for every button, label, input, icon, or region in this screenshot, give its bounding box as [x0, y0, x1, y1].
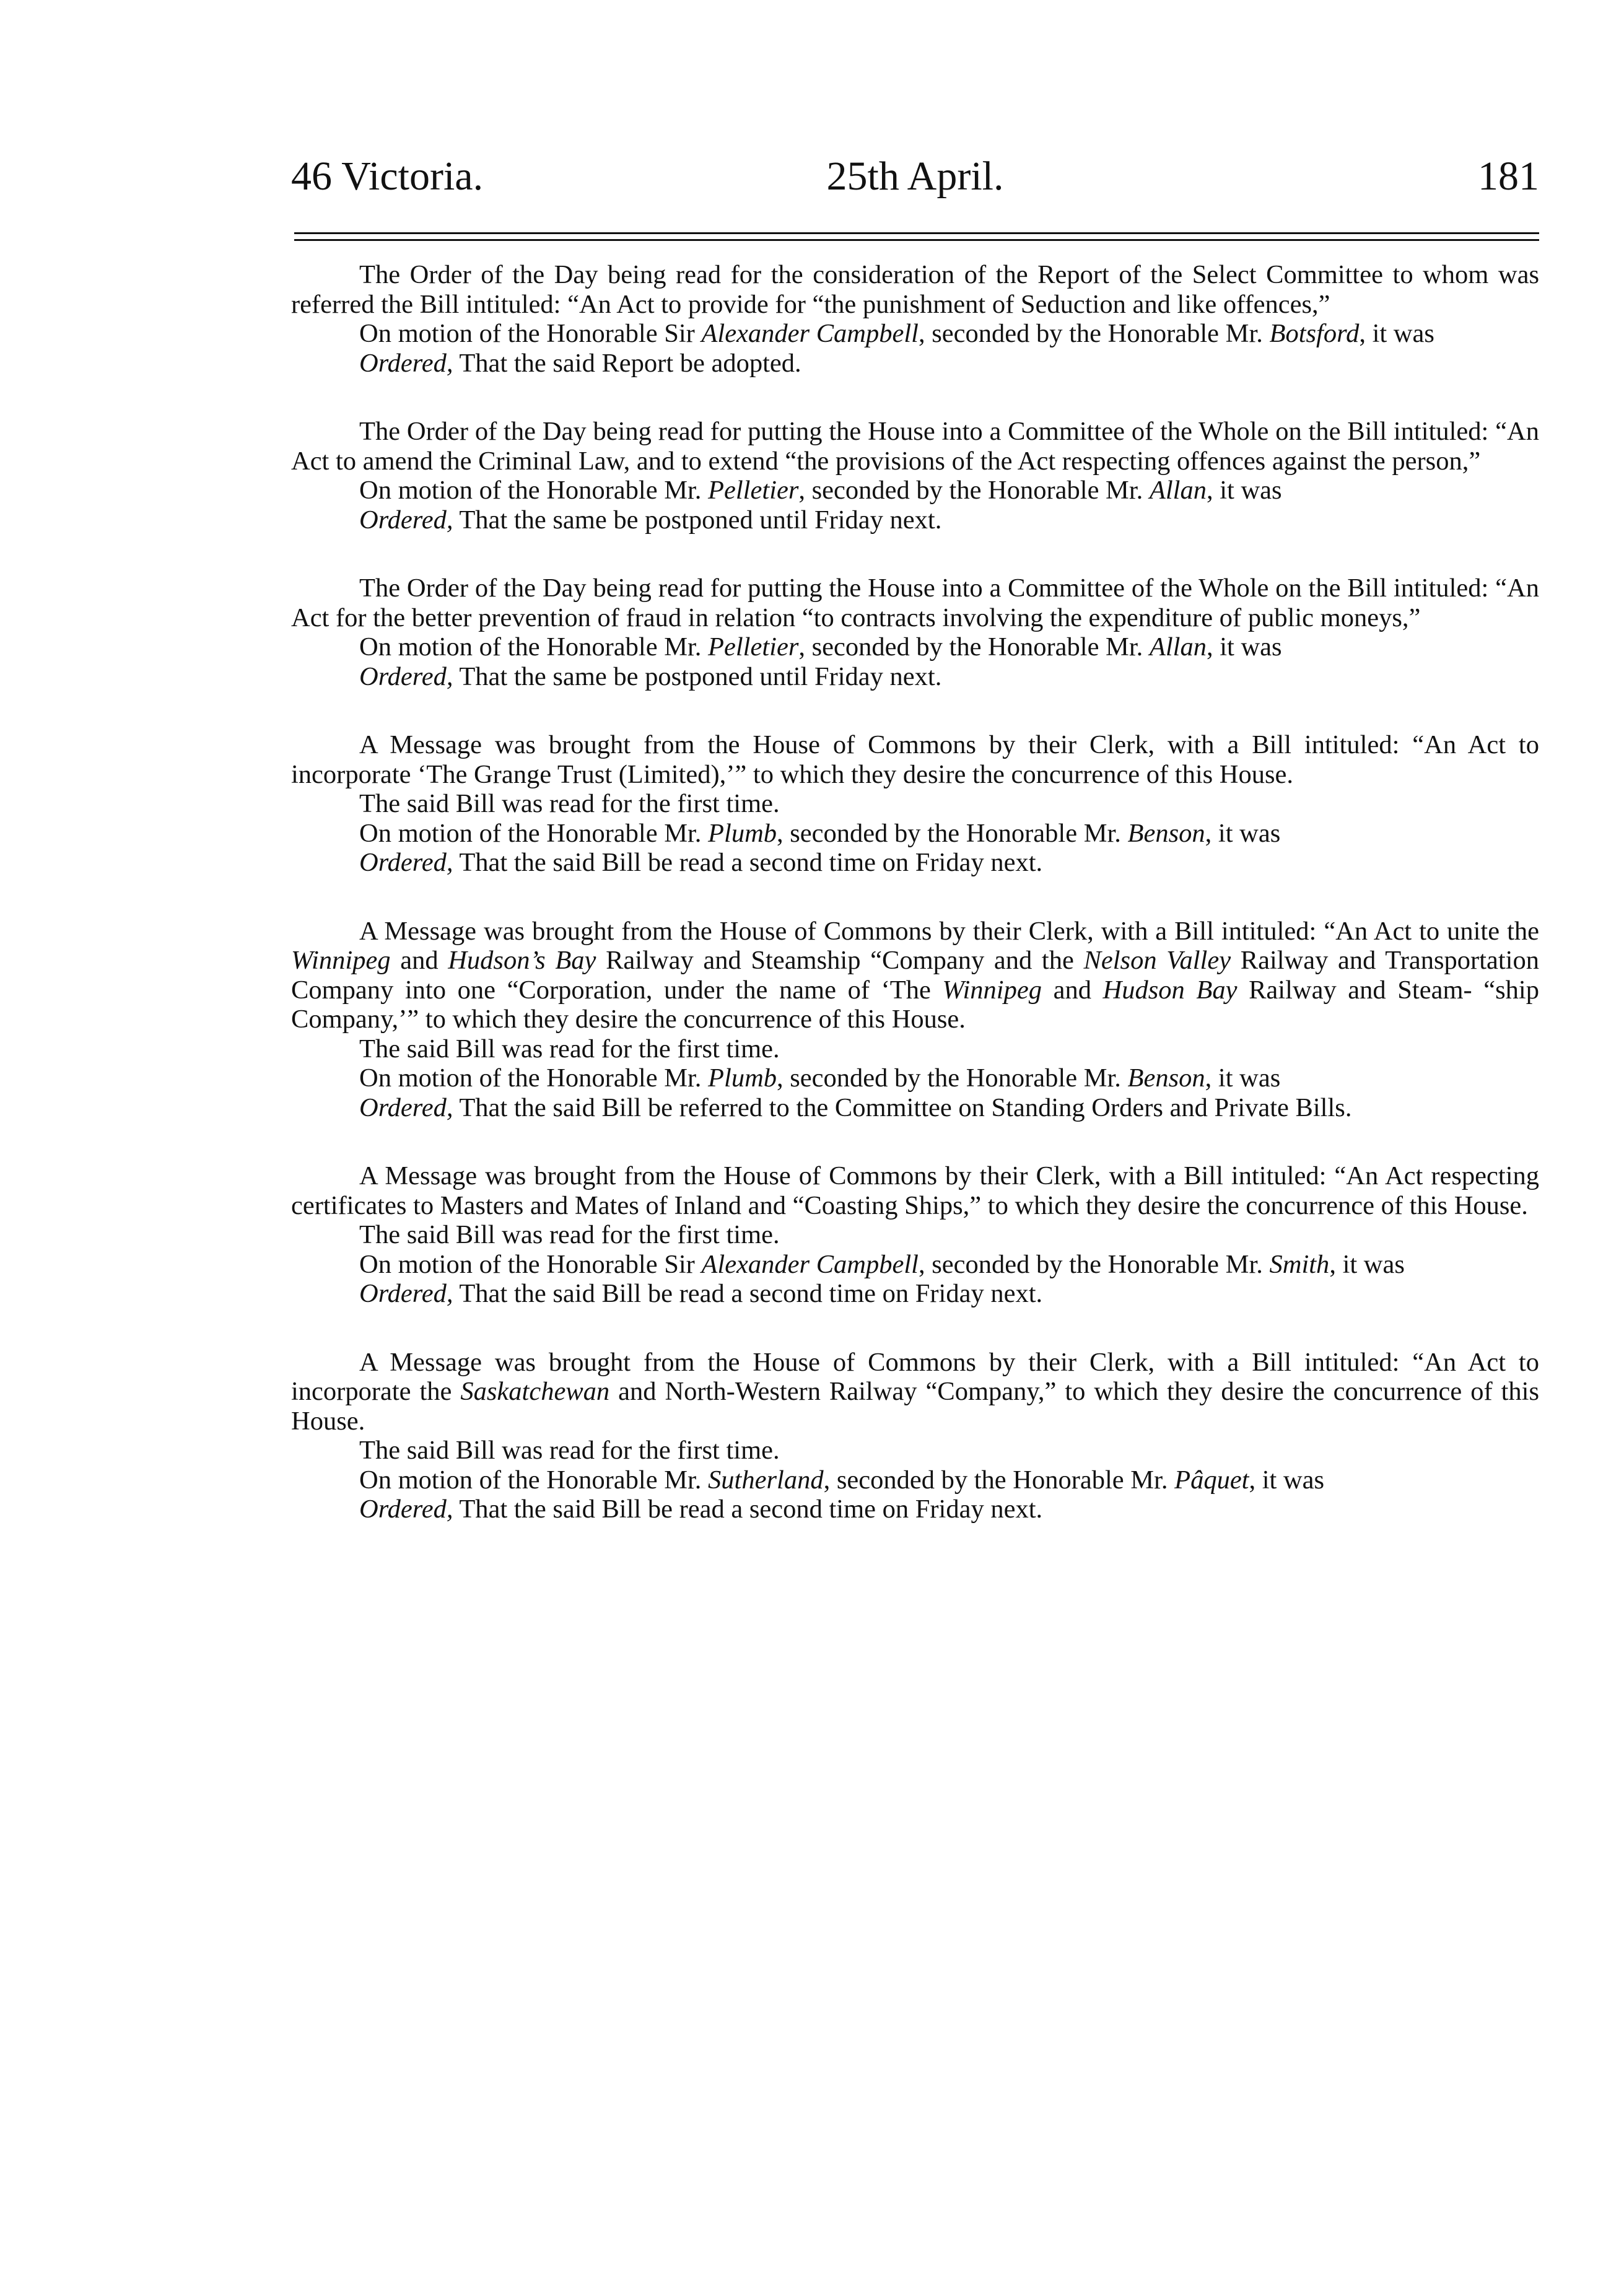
ordered-keyword: Ordered,	[359, 348, 453, 378]
entry-order: Ordered, That the said Report be adopted.	[359, 348, 801, 378]
journal-entry	[291, 260, 1539, 378]
journal-entry	[291, 1348, 1539, 1524]
running-header	[291, 142, 1539, 211]
italic-name: Allan	[1149, 632, 1207, 662]
italic-name: Botsford	[1269, 319, 1360, 348]
italic-name: Alexander Campbell	[701, 1249, 919, 1279]
entry-line: On motion of the Honorable Sir Alexander Campbell, seconded by the Honorable Mr. Botsford, it was	[359, 319, 1434, 348]
entry-line: On motion of the Honorable Mr. Pelletier, seconded by the Honorable Mr. Allan, it was	[359, 476, 1282, 505]
italic-name: Pâquet	[1174, 1465, 1249, 1495]
journal-entry	[291, 417, 1539, 535]
entry-line: The said Bill was read for the first time.	[359, 789, 780, 818]
italic-name: Hudson’s Bay	[448, 946, 596, 975]
journal-entry	[291, 730, 1539, 878]
entry-order: Ordered, That the same be postponed until Friday next.	[359, 662, 942, 691]
page-number: 181	[1478, 154, 1539, 199]
entry-order: Ordered, That the said Bill be referred to the Committee on Standing Orders and Private Bills.	[359, 1093, 1352, 1122]
italic-name: Sutherland	[708, 1465, 824, 1495]
header-date: 25th April.	[826, 154, 1004, 199]
entry-line: On motion of the Honorable Mr. Plumb, seconded by the Honorable Mr. Benson, it was	[359, 1063, 1281, 1093]
entry-line: On motion of the Honorable Sir Alexander Campbell, seconded by the Honorable Mr. Smith, it was	[359, 1249, 1405, 1279]
entry-opening: A Message was brought from the House of Commons by their Clerk, with a Bill intituled: “An Act to incorporate the Saskatchewan and North-Western Railway “Company,” to which they desire the concurrence of this House.	[291, 1347, 1540, 1436]
journal-entry	[291, 574, 1539, 691]
italic-name: Winnipeg	[942, 975, 1042, 1005]
header-rule	[294, 232, 1539, 241]
ordered-keyword: Ordered,	[359, 1279, 453, 1308]
ordered-keyword: Ordered,	[359, 1093, 453, 1122]
entry-line: On motion of the Honorable Mr. Pelletier, seconded by the Honorable Mr. Allan, it was	[359, 632, 1282, 662]
header-session: 46 Victoria.	[291, 154, 484, 199]
entry-line: The said Bill was read for the first time.	[359, 1436, 780, 1465]
entry-order: Ordered, That the said Bill be read a second time on Friday next.	[359, 848, 1043, 877]
ordered-keyword: Ordered,	[359, 1495, 453, 1524]
italic-name: Pelletier	[708, 476, 799, 505]
italic-name: Benson	[1127, 1063, 1205, 1093]
italic-name: Allan	[1149, 476, 1207, 505]
italic-name: Alexander Campbell	[701, 319, 919, 348]
italic-name: Plumb	[708, 818, 777, 848]
entry-opening: A Message was brought from the House of Commons by their Clerk, with a Bill intituled: “An Act respecting certificates to Masters and Mates of Inland and “Coasting Ships,” to which they desire the concurrence of this House.	[291, 1161, 1539, 1220]
ordered-keyword: Ordered,	[359, 662, 453, 691]
italic-name: Winnipeg	[291, 946, 391, 975]
entry-opening: A Message was brought from the House of Commons by their Clerk, with a Bill intituled: “An Act to incorporate ‘The Grange Trust (Limited),’” to which they desire the concurrence of this House.	[291, 730, 1539, 789]
entry-opening: The Order of the Day being read for the consideration of the Report of the Select Committee to whom was referred the Bill intituled: “An Act to provide for “the punishment of Seduction and like offences,”	[291, 260, 1539, 319]
ordered-keyword: Ordered,	[359, 505, 453, 535]
journal-body	[291, 260, 1539, 1563]
entry-line: The said Bill was read for the first time.	[359, 1034, 780, 1063]
ordered-keyword: Ordered,	[359, 848, 453, 877]
entry-line: On motion of the Honorable Mr. Sutherland, seconded by the Honorable Mr. Pâquet, it was	[359, 1465, 1325, 1495]
italic-name: Nelson Valley	[1083, 946, 1231, 975]
italic-name: Saskatchewan	[460, 1377, 610, 1406]
entry-order: Ordered, That the said Bill be read a second time on Friday next.	[359, 1279, 1043, 1308]
entry-order: Ordered, That the same be postponed until Friday next.	[359, 505, 942, 535]
entry-order: Ordered, That the said Bill be read a second time on Friday next.	[359, 1495, 1043, 1524]
entry-line: The said Bill was read for the first time.	[359, 1220, 780, 1249]
journal-entry	[291, 917, 1539, 1123]
entry-opening: A Message was brought from the House of Commons by their Clerk, with a Bill intituled: “An Act to unite the Winnipeg and Hudson’s Bay Railway and Steamship “Company and the Nelson Valley Railway and Transportation Company into one “Corporation, under the name of ‘The Winnipeg and Hudson Bay Railway and Steam- “ship Company,’” to which they desire the concurrence of this House.	[291, 916, 1539, 1034]
entry-line: On motion of the Honorable Mr. Plumb, seconded by the Honorable Mr. Benson, it was	[359, 818, 1281, 848]
italic-name: Plumb	[708, 1063, 777, 1093]
italic-name: Smith	[1269, 1249, 1330, 1279]
journal-entry	[291, 1161, 1539, 1309]
italic-name: Pelletier	[708, 632, 799, 662]
italic-name: Benson	[1127, 818, 1205, 848]
entry-opening: The Order of the Day being read for putting the House into a Committee of the Whole on the Bill intituled: “An Act to amend the Criminal Law, and to extend “the provisions of the Act respecting offences against the person,”	[291, 417, 1539, 476]
entry-opening: The Order of the Day being read for putting the House into a Committee of the Whole on the Bill intituled: “An Act for the better prevention of fraud in relation “to contracts involving the expenditure of public moneys,”	[291, 574, 1539, 632]
italic-name: Hudson Bay	[1102, 975, 1238, 1005]
